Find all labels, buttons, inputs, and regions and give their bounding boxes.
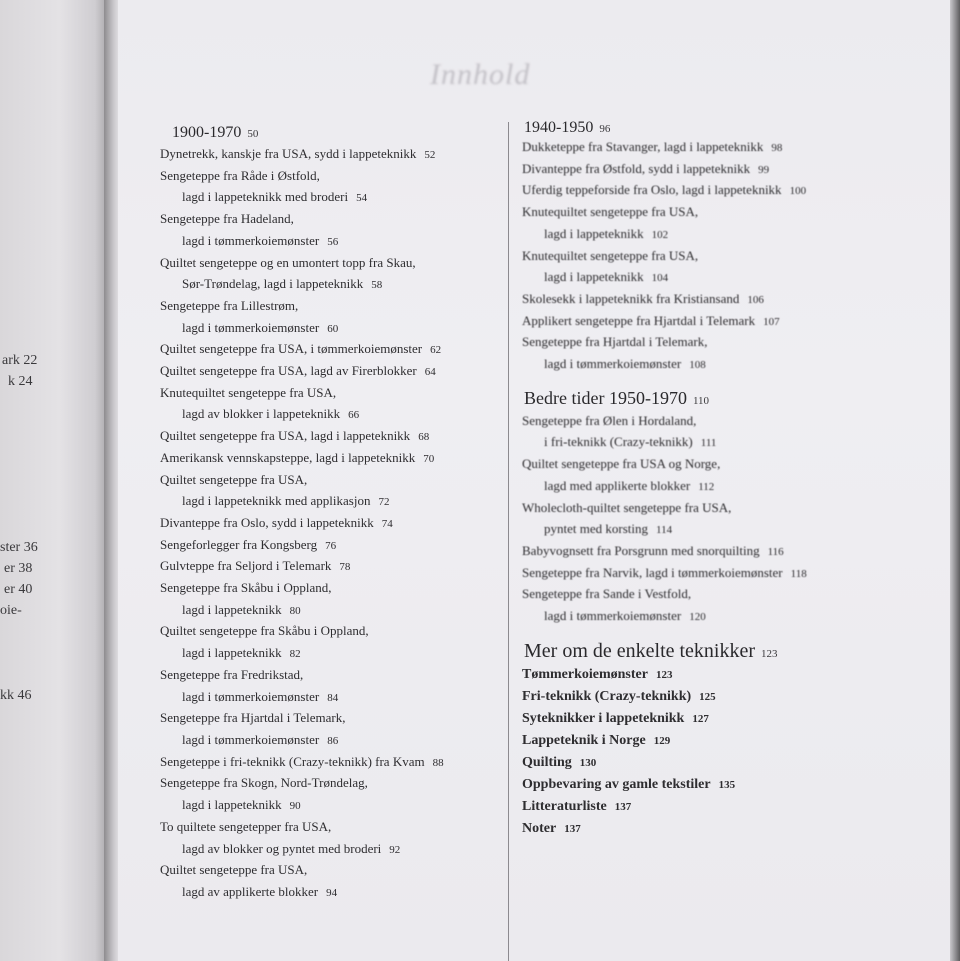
toc-entry-title: lagd i lappeteknikk <box>182 797 282 813</box>
toc-entry <box>522 774 942 796</box>
toc-entry-page: 118 <box>790 567 807 580</box>
toc-entry <box>522 332 942 354</box>
toc-entry-page: 54 <box>356 192 368 205</box>
toc-column-right <box>522 119 942 840</box>
toc-entry <box>160 730 505 752</box>
toc-entry-page: 137 <box>564 822 581 835</box>
toc-entry-page: 94 <box>326 886 338 899</box>
toc-entry-title: lagd i tømmerkoiemønster <box>182 232 320 248</box>
toc-entry-page: 125 <box>699 690 716 703</box>
toc-entry <box>522 584 942 606</box>
toc-entry <box>160 231 505 253</box>
toc-entry-title: lagd i tømmerkoiemønster <box>544 356 682 372</box>
toc-entry <box>160 795 505 817</box>
toc-entry <box>160 404 505 426</box>
toc-entry-page: 130 <box>579 756 597 769</box>
left-page-fragment: er 40 <box>4 582 33 597</box>
toc-entry-title: Quiltet sengeteppe fra Skåbu i Oppland, <box>160 623 369 639</box>
toc-entry-title: Knutequiltet sengeteppe fra USA, <box>522 247 699 263</box>
toc-column-left <box>160 124 505 904</box>
toc-entry-page: 116 <box>767 545 784 558</box>
left-page-fragment: ster 36 <box>0 540 38 555</box>
toc-entry-page: 108 <box>689 359 706 372</box>
toc-entry <box>160 513 505 535</box>
toc-entry-page: 86 <box>327 734 339 747</box>
toc-entry <box>160 643 505 665</box>
toc-entry <box>522 159 942 181</box>
toc-entry <box>160 817 505 839</box>
toc-entry-list <box>522 411 942 628</box>
section-title: 1940-1950 <box>524 119 594 136</box>
toc-entry-list <box>160 144 505 904</box>
toc-entry-title: lagd i lappeteknikk med broderi <box>182 189 349 205</box>
toc-entry <box>522 224 942 246</box>
toc-entry-title: Noter <box>522 820 557 836</box>
toc-entry <box>160 144 505 166</box>
toc-entry-page: 90 <box>289 800 301 813</box>
toc-entry-page: 123 <box>655 668 673 681</box>
toc-entry <box>160 773 505 795</box>
page-edge <box>950 0 960 961</box>
toc-entry-title: Uferdig teppeforside fra Oslo, lagd i lappeteknikk <box>522 182 782 198</box>
toc-entry-page: 100 <box>789 185 807 198</box>
toc-entry-title: Babyvognsett fra Porsgrunn med snorquilting <box>522 542 760 558</box>
toc-entry-title: lagd av blokker i lappeteknikk <box>182 406 341 422</box>
toc-entry-title: Quiltet sengeteppe fra USA, <box>160 471 308 487</box>
toc-entry-title: lagd i tømmerkoiemønster <box>182 319 320 335</box>
toc-entry <box>160 556 505 578</box>
toc-entry-title: Divanteppe fra Oslo, sydd i lappeteknikk <box>160 514 374 530</box>
toc-entry <box>522 606 942 628</box>
section-title: 1900-1970 <box>172 124 242 141</box>
left-page-fragment: k 24 <box>8 374 33 389</box>
toc-entry <box>160 882 505 904</box>
toc-entry-title: lagd av applikerte blokker <box>182 883 319 899</box>
left-page-fragment: oie- <box>0 603 22 618</box>
toc-entry <box>522 664 942 686</box>
toc-entry <box>160 166 505 188</box>
toc-entry-title: Quiltet sengeteppe fra USA, lagd av Firerblokker <box>160 363 417 379</box>
toc-entry-page: 68 <box>418 431 430 444</box>
toc-entry <box>160 600 505 622</box>
toc-entry-title: Lappeteknik i Norge <box>522 732 646 748</box>
toc-entry <box>160 383 505 405</box>
toc-entry <box>160 361 505 383</box>
toc-entry-page: 82 <box>289 648 301 661</box>
section-title: Mer om de enkelte teknikker <box>524 639 756 662</box>
toc-entry-page: 60 <box>327 322 339 335</box>
toc-entry-title: Quiltet sengeteppe fra USA, <box>160 862 308 878</box>
toc-entry <box>160 621 505 643</box>
toc-entry <box>160 665 505 687</box>
toc-entry <box>160 752 505 774</box>
toc-entry-page: 80 <box>289 604 301 617</box>
toc-entry-page: 127 <box>692 712 709 725</box>
toc-entry-page: 56 <box>327 235 339 248</box>
toc-entry-title: lagd i tømmerkoiemønster <box>182 688 320 704</box>
section-heading <box>524 119 942 137</box>
toc-entry-title: Sengeteppe fra Narvik, lagd i tømmerkoiemønster <box>522 564 783 580</box>
toc-entry-title: lagd i lappeteknikk <box>544 225 644 241</box>
toc-entry <box>522 708 942 730</box>
toc-entry-title: Quiltet sengeteppe og en umontert topp fra Skau, <box>160 254 416 270</box>
section-heading <box>524 388 942 409</box>
toc-entry <box>160 448 505 470</box>
toc-entry-title: Quiltet sengeteppe fra USA, lagd i lappeteknikk <box>160 428 411 444</box>
toc-entry-title: Tømmerkoiemønster <box>522 666 648 682</box>
toc-entry <box>160 318 505 340</box>
left-page-fragment: ark 22 <box>2 353 38 368</box>
toc-entry <box>160 253 505 275</box>
toc-entry-title: Sengeteppe fra Lillestrøm, <box>160 297 299 313</box>
toc-entry <box>522 289 942 311</box>
toc-entry-page: 52 <box>424 149 436 161</box>
toc-entry-title: Gulvteppe fra Seljord i Telemark <box>160 558 332 574</box>
toc-entry <box>522 498 942 520</box>
toc-entry-title: Sengeforlegger fra Kongsberg <box>160 536 318 552</box>
toc-entry-page: 70 <box>423 452 435 465</box>
toc-entry-title: Knutequiltet sengeteppe fra USA, <box>522 204 699 220</box>
toc-entry-title: Applikert sengeteppe fra Hjartdal i Telemark <box>522 312 756 328</box>
toc-entry <box>522 311 942 333</box>
toc-entry-page: 72 <box>378 496 390 509</box>
toc-entry <box>160 339 505 361</box>
toc-entry <box>522 796 942 818</box>
toc-entry-page: 62 <box>430 344 442 357</box>
toc-entry-page: 112 <box>698 480 715 493</box>
section-page: 96 <box>599 123 611 135</box>
toc-entry-page: 88 <box>432 756 444 769</box>
toc-entry-title: lagd i lappeteknikk <box>544 269 644 285</box>
toc-entry <box>522 563 942 585</box>
toc-entry <box>522 476 942 498</box>
toc-entry-title: lagd i tømmerkoiemønster <box>182 731 320 747</box>
toc-entry-title: Amerikansk vennskapsteppe, lagd i lappeteknikk <box>160 449 416 465</box>
toc-entry-page: 84 <box>327 691 339 704</box>
toc-entry-title: Litteraturliste <box>522 798 607 814</box>
section-page: 50 <box>247 128 259 140</box>
toc-entry-title: Sengeteppe fra Hjartdal i Telemark, <box>522 334 708 350</box>
section-heading <box>524 640 942 663</box>
toc-entry-page: 78 <box>339 561 351 574</box>
toc-entry-title: pyntet med korsting <box>544 521 648 537</box>
toc-entry-page: 102 <box>651 228 669 241</box>
toc-entry <box>160 491 505 513</box>
toc-entry-title: To quiltete sengetepper fra USA, <box>160 818 332 834</box>
toc-entry-title: lagd i lappeteknikk <box>182 645 282 661</box>
toc-entry <box>160 578 505 600</box>
left-page-fragment: er 38 <box>4 561 33 576</box>
left-page <box>0 0 108 961</box>
toc-entry <box>522 541 942 563</box>
toc-entry <box>522 454 942 476</box>
toc-entry-title: Sengeteppe fra Fredrikstad, <box>160 666 304 682</box>
toc-entry <box>522 246 942 268</box>
toc-entry-title: Fri-teknikk (Crazy-teknikk) <box>522 688 692 704</box>
toc-entry-title: Sengeteppe fra Skogn, Nord-Trøndelag, <box>160 775 368 791</box>
toc-entry <box>522 818 942 840</box>
toc-entry-page: 114 <box>656 524 673 537</box>
toc-entry-title: lagd med applikerte blokker <box>544 477 691 493</box>
toc-entry-page: 135 <box>718 778 736 791</box>
show-through-heading: Innhold <box>430 58 531 91</box>
toc-entry-title: Quiltet sengeteppe fra USA og Norge, <box>522 456 721 472</box>
toc-entry-title: Divanteppe fra Østfold, sydd i lappeteknikk <box>522 160 751 176</box>
toc-entry-title: Sengeteppe i fri-teknikk (Crazy-teknikk) fra Kvam <box>160 753 425 769</box>
toc-entry-title: i fri-teknikk (Crazy-teknikk) <box>544 434 693 450</box>
toc-entry <box>160 535 505 557</box>
toc-entry-title: Sengeteppe fra Råde i Østfold, <box>160 167 320 183</box>
toc-entry-page: 111 <box>700 437 717 450</box>
toc-entry-title: Sengeteppe fra Skåbu i Oppland, <box>160 580 332 596</box>
toc-entry <box>160 187 505 209</box>
toc-entry-title: Sør-Trøndelag, lagd i lappeteknikk <box>182 276 364 292</box>
toc-entry <box>160 209 505 231</box>
toc-entry-page: 64 <box>424 366 436 379</box>
toc-entry <box>160 687 505 709</box>
toc-entry <box>522 202 942 224</box>
toc-entry-title: lagd av blokker og pyntet med broderi <box>182 840 382 856</box>
toc-entry <box>522 686 942 708</box>
toc-entry-list <box>522 664 942 840</box>
toc-entry-list <box>522 137 942 376</box>
section-page: 123 <box>761 647 778 660</box>
toc-entry-page: 58 <box>371 279 383 292</box>
toc-entry <box>160 274 505 296</box>
toc-entry-title: Knutequiltet sengeteppe fra USA, <box>160 384 337 400</box>
toc-entry <box>522 752 942 774</box>
toc-entry-page: 74 <box>381 517 393 530</box>
toc-entry <box>160 708 505 730</box>
toc-entry-title: Oppbevaring av gamle tekstiler <box>522 776 711 792</box>
toc-entry <box>160 470 505 492</box>
section-title: Bedre tider 1950-1970 <box>524 387 687 408</box>
toc-entry-title: Syteknikker i lappeteknikk <box>522 710 685 726</box>
toc-entry <box>522 180 942 202</box>
toc-entry <box>522 411 942 433</box>
toc-entry-page: 137 <box>614 800 632 813</box>
section-page: 110 <box>692 394 710 407</box>
toc-entry <box>160 426 505 448</box>
toc-entry-page: 66 <box>348 409 360 422</box>
toc-entry <box>522 354 942 376</box>
toc-entry-page: 129 <box>653 734 671 747</box>
toc-entry <box>160 860 505 882</box>
toc-entry <box>522 137 942 159</box>
toc-entry-title: Skolesekk i lappeteknikk fra Kristiansand <box>522 290 740 306</box>
toc-entry <box>522 267 942 289</box>
toc-entry <box>160 296 505 318</box>
toc-entry-page: 76 <box>325 539 337 552</box>
toc-entry-title: Dynetrekk, kanskje fra USA, sydd i lappeteknikk <box>160 146 417 161</box>
toc-entry <box>160 839 505 861</box>
toc-entry-title: Quilting <box>522 754 572 770</box>
toc-entry-title: Sengeteppe fra Hjartdal i Telemark, <box>160 710 346 726</box>
toc-entry <box>522 432 942 454</box>
toc-entry-title: Wholecloth-quiltet sengeteppe fra USA, <box>522 499 732 515</box>
toc-entry-page: 106 <box>747 293 764 306</box>
toc-entry <box>522 730 942 752</box>
toc-entry-page: 92 <box>389 843 401 856</box>
toc-entry-title: Sengeteppe fra Ølen i Hordaland, <box>522 412 697 428</box>
toc-entry-page: 104 <box>651 272 669 285</box>
left-page-fragment: kk 46 <box>0 688 32 703</box>
toc-entry-page: 98 <box>771 142 783 154</box>
toc-entry-page: 120 <box>689 611 706 624</box>
toc-entry-title: Dukketeppe fra Stavanger, lagd i lappeteknikk <box>522 139 764 154</box>
toc-entry <box>522 519 942 541</box>
toc-entry-title: Sengeteppe fra Sande i Vestfold, <box>522 586 692 602</box>
toc-entry-title: lagd i tømmerkoiemønster <box>544 608 682 624</box>
toc-entry-title: Sengeteppe fra Hadeland, <box>160 211 294 227</box>
section-heading <box>172 124 505 142</box>
toc-entry-title: lagd i lappeteknikk med applikasjon <box>182 493 371 509</box>
toc-entry-title: lagd i lappeteknikk <box>182 601 282 617</box>
toc-entry-page: 107 <box>763 315 780 328</box>
toc-entry-title: Quiltet sengeteppe fra USA, i tømmerkoiemønster <box>160 341 423 357</box>
column-divider <box>508 122 509 961</box>
toc-entry-page: 99 <box>758 163 770 176</box>
